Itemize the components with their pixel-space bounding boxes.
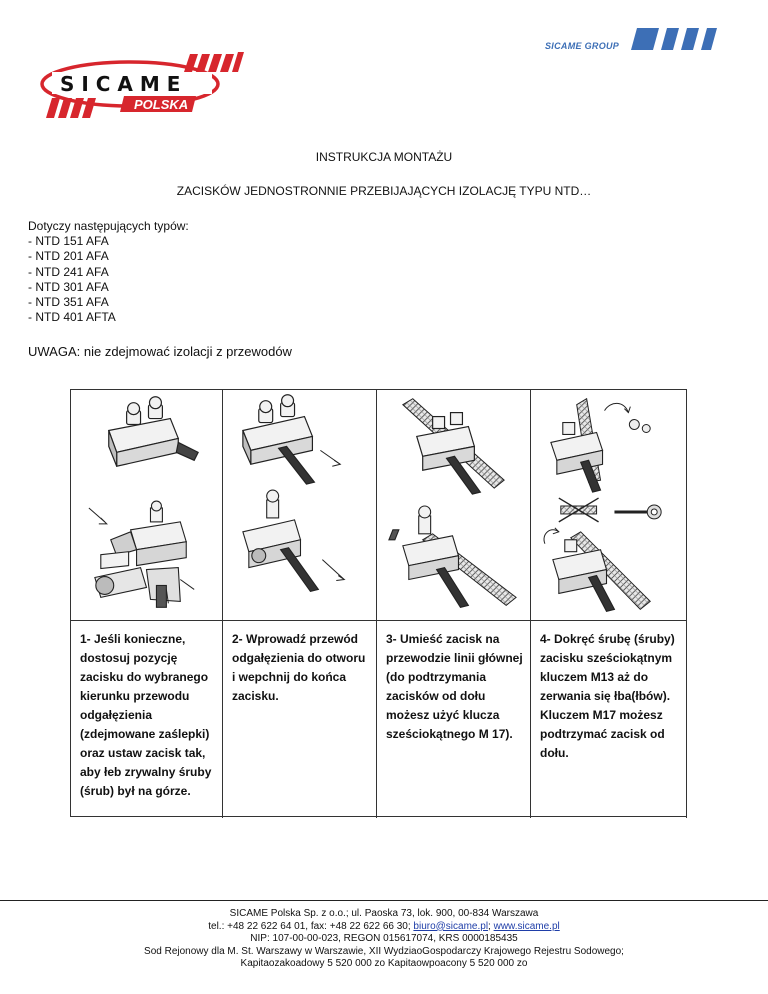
footer-registry: NIP: 107-00-00-023, REGON 015617074, KRS 0000185435 xyxy=(250,933,518,945)
step-3-illustration xyxy=(377,390,530,620)
footer-address: SICAME Polska Sp. z o.o.; ul. Paoska 73, lok. 900, 00-834 Warszawa xyxy=(229,908,539,919)
step-column-4 xyxy=(531,390,687,818)
step-column-3 xyxy=(377,390,531,818)
footer-phone: tel.: +48 22 622 64 01, fax: +48 22 622 66 30; xyxy=(208,920,414,932)
step-4-text: 4- Dokręć śrubę (śruby) zacisku sześciokątnym kluczem M13 aż do zerwania się łba(łbów). Kluczem M17 możesz podtrzymać zacisk od dołu. xyxy=(540,632,675,760)
document-subtitle: ZACISKÓW JEDNOSTRONNIE PRZEBIJAJĄCYCH IZOLACJĘ TYPU NTD… xyxy=(176,184,592,198)
footer-court: Sod Rejonowy dla M. St. Warszawy w Warszawie, XII WydziaoGospodarczy Krajowego Rejestru Sodowego; xyxy=(144,945,624,957)
group-text: SICAME GROUP xyxy=(545,41,620,51)
footer-contact xyxy=(0,921,768,934)
footer-separator: ; xyxy=(488,920,494,932)
sicame-group-logo xyxy=(545,22,725,52)
logo-subtext: POLSKA xyxy=(134,97,189,112)
step-column-2 xyxy=(223,390,377,818)
type-item: - NTD 241 AFA xyxy=(28,264,109,279)
document-title: INSTRUKCJA MONTAŻU xyxy=(315,150,453,164)
types-intro: Dotyczy następujących typów: xyxy=(28,219,189,233)
types-list xyxy=(28,234,189,325)
footer xyxy=(0,908,768,971)
footer-capital: Kapitaozakoadowy 5 520 000 zo Kapitaowpoacony 5 520 000 zo xyxy=(240,958,528,970)
type-item: - NTD 301 AFA xyxy=(28,279,109,294)
step-1-illustration xyxy=(71,390,222,620)
step-column-1 xyxy=(71,390,223,818)
step-2-text: 2- Wprowadź przewód odgałęzienia do otworu i wepchnij do końca zacisku. xyxy=(232,632,366,703)
table-row-divider xyxy=(71,620,686,621)
steps-table xyxy=(70,389,687,817)
type-item: - NTD 401 AFTA xyxy=(28,310,116,325)
sicame-polska-logo xyxy=(38,46,248,126)
step-1-text: 1- Jeśli konieczne, dostosuj pozycję zacisku do wybranego kierunku przewodu odgałęzienia (zdejmowane zaślepki) oraz ustaw zacisk tak, aby łeb zrywalny śruby (śrub) był na górze. xyxy=(80,632,212,798)
warning-text: UWAGA: nie zdejmować izolacji z przewodów xyxy=(28,344,292,359)
types-section xyxy=(28,219,189,325)
website-link[interactable]: www.sicame.pl xyxy=(493,920,560,932)
step-2-illustration xyxy=(223,390,376,620)
footer-divider xyxy=(0,900,768,901)
type-item: - NTD 151 AFA xyxy=(28,234,109,249)
email-link[interactable]: biuro@sicame.pl xyxy=(413,920,489,932)
logo-text: S I C A M E xyxy=(60,72,181,96)
step-3-text: 3- Umieść zacisk na przewodzie linii głównej (do podtrzymania zacisków od dołu możesz użyć klucza sześciokątnego M 17). xyxy=(386,632,523,741)
group-bars-icon xyxy=(631,28,725,52)
type-item: - NTD 201 AFA xyxy=(28,249,109,264)
step-4-illustration xyxy=(531,390,686,620)
type-item: - NTD 351 AFA xyxy=(28,295,109,310)
